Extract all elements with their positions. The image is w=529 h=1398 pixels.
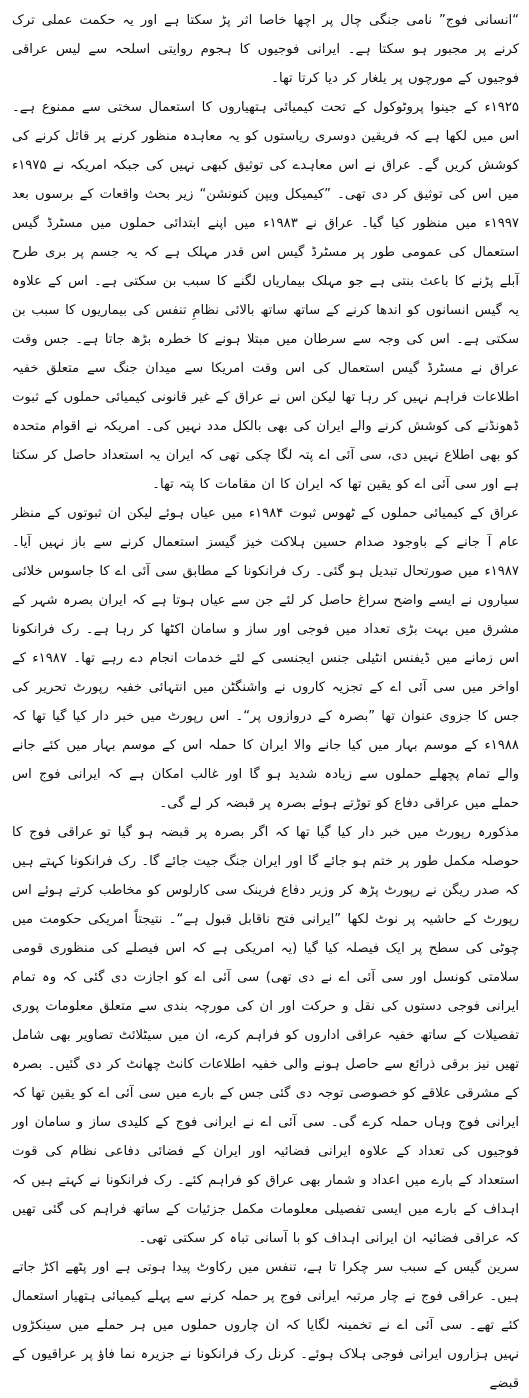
article-paragraph-3: عراق کے کیمیائی حملوں کے ٹھوس ثبوت ۱۹۸۴ء میں عیاں ہوئے لیکن ان ثبوتوں کے منظر عام آ جانے کے باوجود صدام حسین ہلاکت خیز گیسز استعمال کرنے سے باز نہیں آیا۔ ۱۹۸۷ء میں صورتحال تبدیل ہو گئی۔ رک فرانکونا کے مطابق سی آئی اے کا جاسوس خلائی سیاروں نے ایسے واضح سراغ حاصل کر لئے جن سے عیاں ہوتا ہے کہ ایران بصرہ شہر کے مشرق میں بہت بڑی تعداد میں فوجی اور ساز و سامان اکٹھا کر رہا ہے۔ رک فرانکونا اس زمانے میں ڈیفنس انٹیلی جنس ایجنسی کے لئے خدمات انجام دے رہے تھا۔ ۱۹۸۷ء کے اواخر میں سی آئی اے کے تجزیہ کاروں نے واشنگٹن میں انتہائی خفیہ رپورٹ تحریر کی جس کا جزوی عنوان تھا ”بصرہ کے دروازوں پر“۔ اس رپورٹ میں خبر دار کیا گیا تھا کہ ۱۹۸۸ء کے موسم بہار میں کیا جانے والا ایران کا حملہ اس کے موسم بہار میں کئے جانے والے تمام پچھلے حملوں سے زیادہ شدید ہو گا اور غالب امکان ہے کہ ایرانی فوج اس حملے میں عراقی دفاع کو توڑتے ہوئے بصرہ پر قبضہ کر لے گی۔ (12, 506, 520, 811)
article-paragraph-5: سرین گیس کے سبب سر چکرا تا ہے، تنفس میں رکاوٹ پیدا ہوتی ہے اور پٹھے اکڑ جاتے ہیں۔ عراقی فوج نے چار مرتبہ ایرانی فوج پر حملہ کرنے سے پہلے کیمیائی ہتھیار استعمال کئے تھے۔ سی آئی اے نے تخمینہ لگایا کہ ان چاروں حملوں میں ہر حملے میں سینکڑوں نہیں ہزاروں ایرانی فوجی ہلاک ہوئے۔ کرنل رک فرانکونا نے جزیرہ نما فاؤ پر عراقیوں کے قبضے (12, 1260, 519, 1391)
article-paragraph-2: ۱۹۲۵ء کے جینوا پروٹوکول کے تحت کیمیائی ہتھیاروں کا استعمال سختی سے ممنوع ہے۔ اس میں لکھا ہے کہ فریقین دوسری ریاستوں کو یہ معاہدہ منظور کرنے پر قائل کرنے کی کوشش کریں گے۔ عراق نے اس معاہدے کی توثیق کبھی نہیں کی جبکہ امریکہ نے ۱۹۷۵ء میں اس کی توثیق کر دی تھی۔ ”کیمیکل ویپن کنونشن“ زیر بحث واقعات کے برسوں بعد ۱۹۹۷ء میں منظور کیا گیا۔ عراق نے ۱۹۸۳ء میں اپنے ابتدائی حملوں میں مسٹرڈ گیس استعمال کی عمومی طور پر مسٹرڈ گیس اس قدر مہلک ہے کہ یہ جسم پر بری طرح آبلے پڑنے کا باعث بنتی ہے جو مہلک بیماریاں لگنے کا سبب بن سکتی ہے۔ اس کے علاوہ یہ گیس انسانوں کو اندھا کرنے کے ساتھ ساتھ بالائی نظامِ تنفس کی بیماریوں کا سبب بن سکتی ہے۔ اس کی وجہ سے سرطان میں مبتلا ہونے کا خطرہ بڑھ جاتا ہے۔ جس وقت عراق نے مسٹرڈ گیس استعمال کی اس وقت امریکا سے میدان جنگ سے متعلق خفیہ اطلاعات فراہم نہیں کر رہا تھا لیکن اس نے عراق کے غیر قانونی کیمیائی حملوں کے ثبوت ڈھونڈنے کی کوشش کرنے والے ایران کی بھی بالکل مدد نہیں کی۔ امریکہ نے اقوام متحدہ کو بھی اطلاع نہیں دی، سی آئی اے پتہ لگا چکی تھی کہ ایران یہ استعداد حاصل کر سکتا ہے اور سی آئی اے کو یقین تھا کہ ایران کا ان مقامات کا پتہ تھا۔ (12, 100, 519, 492)
article-paragraph-1: “انسانی فوج” نامی جنگی چال پر اچھا خاصا اثر پڑ سکتا ہے اور یہ حکمت عملی ترک کرنے پر مجبور ہو سکتا ہے۔ ایرانی فوجیوں کا ہجوم روایتی اسلحہ سے لیس عراقی فوجیوں کے مورچوں پر یلغار کر دیا کرتا تھا۔ (12, 13, 519, 86)
article-paragraph-4: مذکورہ رپورٹ میں خبر دار کیا گیا تھا کہ اگر بصرہ پر قبضہ ہو گیا تو عراقی فوج کا حوصلہ مکمل طور پر ختم ہو جائے گا اور ایران جنگ جیت جائے گا۔ رک فرانکونا کہتے ہیں کہ صدر ریگن نے رپورٹ پڑھ کر وزیر دفاع فرینک سی کارلوس کو مخاطب کرتے ہوئے اس رپورٹ کے حاشیہ پر نوٹ لکھا ”ایرانی فتح ناقابل قبول ہے“۔ نتیجتاً امریکی حکومت میں چوٹی کی سطح پر ایک فیصلہ کیا گیا (یہ امریکی ہے کہ اس فیصلے کی منظوری قومی سلامتی کونسل اور سی آئی اے نے دی تھی) سی آئی اے کو اجازت دی گئی کہ وہ تمام ایرانی فوجی دستوں کی نقل و حرکت اور ان کی مورچہ بندی سے متعلق معلومات پوری تفصیلات کے ساتھ خفیہ عراقی اداروں کو فراہم کرے، ان میں سیٹلائٹ تصاویر بھی شامل تھیں نیز برقی ذرائع سے حاصل ہونے والی خفیہ اطلاعات کانٹ چھانٹ کر دی گئیں۔ بصرہ کے مشرقی علاقے کو خصوصی توجہ دی گئی جس کے بارے میں سی آئی اے کو یقین تھا کہ ایرانی فوج وہاں حملہ کرے گی۔ سی آئی اے نے ایرانی فوج کے کلیدی ساز و سامان اور فوجیوں کی تعداد کے علاوہ ایرانی فضائیہ اور ایران کے فضائی دفاعی نظام کی قوت استعداد کے بارے میں اعداد و شمار بھی عراق کو فراہم کئے۔ رک فرانکونا نے کہتے ہیں کہ اہداف کے بارے میں ایسی تفصیلی معلومات مکمل جزئیات کے ساتھ فراہم کی گئی تھیں کہ عراقی فضائیہ ان ایرانی اہداف کو با آسانی تباہ کر سکتی تھی۔ (12, 825, 519, 1246)
